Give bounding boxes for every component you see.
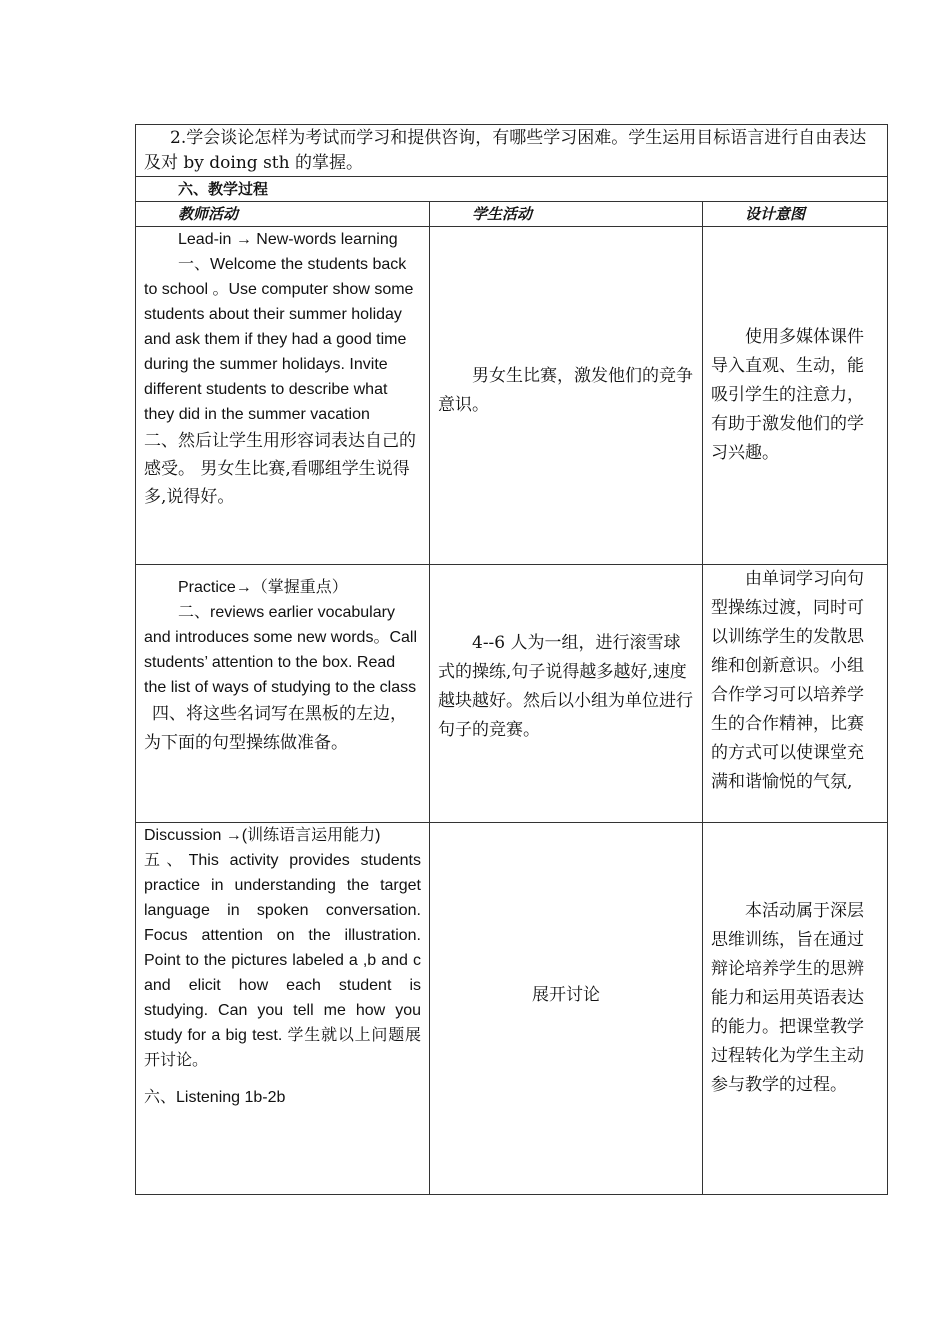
table-row [136,823,888,1195]
table-row [136,565,888,823]
teacher-step-text: 五、This activity provides students practice in understanding the target language in spoken conversation. Focus attention on the illustration. Point to the pictures labeled a ,b and c and elicit how each student is studying. Can you tell me how you study for a big test. 学生就以上问题展开讨论。 [144,852,421,1069]
design-intent: 由单词学习向句型操练过渡，同时可以训练学生的发散思维和创新意识。小组合作学习可以培养学生的合作精神，比赛的方式可以使课堂充满和谐愉悦的气氛, [711,569,864,792]
teacher-step-text: 二、然后让学生用形容词表达自己的感受。 男女生比赛,看哪组学生说得多,说得好。 [144,431,416,507]
teaching-process-table [135,124,888,1195]
section-title-row [136,177,888,202]
teacher-step-title: Practice→（掌握重点） [178,579,348,596]
teacher-step-text: 二、reviews earlier vocabulary and introduces some new words。Call students’ attention to the box. Read the list of ways of studying to the class [144,604,418,696]
student-activity: 展开讨论 [532,985,600,1005]
student-activity: 4--6 人为一组，进行滚雪球式的操练,句子说得越多越好,速度越块越好。然后以小组为单位进行句子的竞赛。 [438,632,693,740]
teacher-step-title: Discussion →(训练语言运用能力) [144,827,381,844]
table-row [136,227,888,565]
objectives-row [136,125,888,177]
design-intent: 使用多媒体课件导入直观、生动，能吸引学生的注意力，有助于激发他们的学习兴趣。 [711,327,864,463]
teacher-step-text: 四、将这些名词写在黑板的左边，为下面的句型操练做准备。 [144,704,407,753]
student-activity: 男女生比赛，激发他们的竞争意识。 [438,365,693,415]
lesson-plan-document [135,124,887,1195]
column-header-student: 学生活动 [472,205,533,223]
column-header-teacher: 教师活动 [178,205,239,223]
column-header-intent: 设计意图 [745,205,806,223]
section-title: 六、教学过程 [178,180,269,198]
column-header-row [136,202,888,227]
teacher-step-title: Lead-in → New-words learning [178,231,398,248]
teacher-step-text: 六、Listening 1b-2b [144,1089,286,1106]
objective-item-2: 2.学会谈论怎样为考试而学习和提供咨询，有哪些学习困难。学生运用目标语言进行自由表达及对 by doing sth 的掌握。 [144,128,867,173]
teacher-step-text: 一、Welcome the students back to school 。Use computer show some students about their summer holiday and ask them if they had a good time during the summer holidays. Invite different students to describe what they did in the summer vacation [144,256,414,423]
design-intent: 本活动属于深层思维训练，旨在通过辩论培养学生的思辨能力和运用英语表达的能力。把课堂教学过程转化为学生主动参与教学的过程。 [711,901,864,1095]
